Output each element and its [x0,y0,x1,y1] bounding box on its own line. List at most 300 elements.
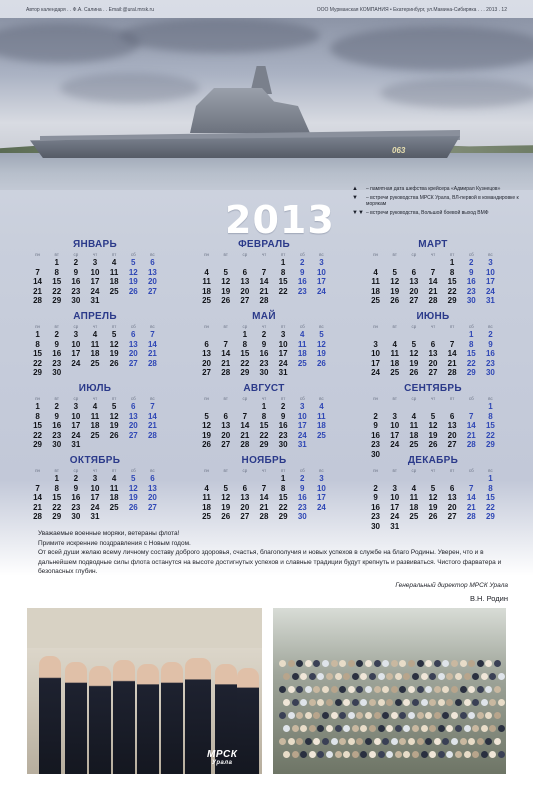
calendar-day: 10 [316,483,326,493]
calendar-day: 1 [280,474,286,483]
crowd-person [343,751,350,758]
weekday-header [197,251,331,258]
crowd-person [498,699,505,706]
week-row [197,359,331,369]
calendar-day: 18 [202,502,212,512]
crowd-person [335,673,342,680]
calendar-day [366,402,385,412]
calendar-day: 3 [280,330,286,339]
calendar-day: 8 [488,411,493,421]
crowd-person [339,712,346,719]
crowd-person [283,673,290,680]
crowd-person [296,712,303,719]
crowd-person [438,699,445,706]
calendar-day: 13 [147,483,157,493]
calendar-day: 9 [300,483,305,493]
weekday-label: ср [242,324,248,329]
calendar-day: 21 [447,358,457,368]
weekday-label: пт [449,324,455,329]
crowd-person [339,660,346,667]
calendar-day: 4 [111,258,117,267]
crowd-person [378,751,385,758]
calendar-day [385,330,404,340]
crowd-person [434,660,441,667]
calendar-day [143,296,162,306]
calendar-day: 17 [390,502,400,512]
weekday-label: вс [150,252,155,257]
calendar-day [385,474,404,484]
calendar-day: 13 [409,277,419,286]
calendar-day: 26 [202,440,212,449]
calendar-day: 30 [71,512,81,521]
calendar-day: 10 [90,267,100,277]
weekday-label: ср [411,324,417,329]
calendar-day [85,368,104,378]
week-row [197,440,331,450]
weekday-label: вт [223,468,228,473]
calendar-day: 25 [297,358,307,368]
calendar-day: 24 [316,286,326,296]
calendar-day: 12 [316,339,326,349]
weekday-header [197,467,331,474]
week-row [366,368,500,378]
calendar-day: 7 [150,402,155,411]
calendar-day: 25 [409,440,419,449]
calendar-day: 1 [280,258,286,267]
crowd-person [309,673,316,680]
crowd-person [391,686,398,693]
calendar-day: 15 [52,277,62,286]
calendar-day: 18 [90,421,100,430]
crowd-person [438,673,445,680]
weekday-header [28,395,162,402]
calendar-day: 17 [297,421,307,430]
calendar-day: 25 [109,502,119,512]
calendar-day: 2 [373,483,378,493]
calendar-day: 30 [297,512,307,521]
weekday-label: пт [280,396,286,401]
calendar-day: 11 [109,267,119,277]
weekday-label: ср [411,396,417,401]
calendar-day: 10 [316,267,326,277]
calendar-day: 7 [35,483,40,493]
weekday-label: пн [204,468,210,473]
weekday-label: вт [223,396,228,401]
calendar-day [443,402,462,412]
calendar-day: 3 [92,258,98,267]
crowd-person [305,738,312,745]
weekday-label: чт [430,468,436,473]
weekday-label: чт [261,468,267,473]
crowd-person [378,673,385,680]
crowd-person [365,712,372,719]
week-row [28,258,162,268]
calendar-day: 18 [90,349,100,358]
calendar-day [124,296,143,306]
calendar-day: 31 [278,368,288,377]
weekday-header [28,323,162,330]
calendar-day: 24 [71,430,81,440]
calendar-day: 8 [280,483,286,493]
calendar-day: 1 [242,330,248,339]
calendar-day: 26 [109,430,119,440]
crowd-person [446,699,453,706]
week-row [197,474,331,484]
calendar-day: 7 [223,339,228,349]
calendar-day: 19 [221,286,231,296]
calendar-day: 17 [485,277,495,286]
calendar-day: 26 [428,440,438,449]
calendar-day: 18 [409,430,419,440]
crowd-person [356,660,363,667]
crowd-person [296,738,303,745]
calendar-day: 26 [390,296,400,305]
legend-text: – встречи руководства МРСК Урала, ВЛ-первой в командировке к морякам [366,195,519,207]
calendar-day: 10 [71,339,81,349]
crowd-person [339,686,346,693]
crowd-person [356,738,363,745]
crowd-person [446,673,453,680]
calendar-day: 18 [109,493,119,502]
calendar-day: 26 [428,512,438,521]
calendar-day [216,258,235,268]
crowd-person [352,699,359,706]
calendar-day: 16 [278,421,288,430]
calendar-day: 6 [150,258,155,267]
calendar-day: 17 [316,493,326,502]
calendar-day: 22 [52,502,62,512]
weekday-label: пт [449,396,455,401]
crowd-person [442,712,449,719]
calendar-day: 16 [71,277,81,286]
calendar-day: 17 [71,421,81,430]
crowd-person [417,738,424,745]
week-row [28,503,162,513]
calendar-day: 11 [109,483,119,493]
calendar-day: 19 [428,430,438,440]
calendar-day: 16 [52,349,62,358]
calendar-day: 16 [371,502,381,512]
calendar-day: 5 [131,258,136,267]
weekday-label: ср [411,252,417,257]
crowd-person [489,751,496,758]
calendar-day: 13 [147,267,157,277]
crowd-person [313,660,320,667]
crowd-person [360,751,367,758]
crowd-person [494,738,501,745]
calendar-day: 7 [430,267,436,277]
calendar-day: 2 [73,258,79,267]
calendar-day: 21 [466,502,476,512]
calendar-day: 14 [221,349,231,358]
week-row [366,431,500,441]
month-block [366,238,500,310]
crowd-person [460,686,467,693]
calendar-day: 19 [202,430,212,440]
calendar-day [124,440,143,450]
calendar-day [443,474,462,484]
calendar-day [105,440,124,450]
calendar-day: 4 [300,330,305,339]
week-row [28,340,162,350]
triangle-down-icon: ▼ [352,195,358,201]
calendar-day [462,402,481,412]
crowd-person [283,751,290,758]
crowd-person [425,712,432,719]
calendar-day: 7 [150,330,155,339]
calendar-day: 29 [259,440,269,449]
weekday-label: пт [449,252,455,257]
crowd-person [468,712,475,719]
crowd-person [296,660,303,667]
calendar-day: 3 [73,330,79,339]
calendar-day: 23 [466,286,476,296]
calendar-day [423,330,442,340]
weekday-header [197,323,331,330]
calendar-day: 10 [90,483,100,493]
calendar-day: 4 [411,411,417,421]
calendar-day: 4 [204,267,209,277]
calendar-day: 12 [221,493,231,502]
crowd-person [417,686,424,693]
crowd-person [408,738,415,745]
calendar-day: 4 [92,402,98,411]
calendar-day: 11 [90,339,100,349]
calendar-day: 19 [109,421,119,430]
calendar-day: 2 [54,330,59,339]
week-row [28,287,162,297]
calendar-day [404,330,423,340]
calendar-day: 5 [111,330,117,339]
crowd-person [468,686,475,693]
weekday-label: вс [488,396,493,401]
calendar-day: 29 [52,512,62,521]
weekday-label: чт [261,252,267,257]
calendar-day: 14 [447,349,457,358]
calendar-day: 16 [297,493,307,502]
weekday-label: ср [73,468,79,473]
weekday-label: чт [92,324,98,329]
calendar-day [124,512,143,522]
weekday-label: пт [280,252,286,257]
weekday-label: вт [392,468,397,473]
crowd-person [300,751,307,758]
calendar-day: 1 [261,402,267,411]
calendar-day [197,474,216,484]
crowd-person [348,686,355,693]
crowd-person [309,751,316,758]
calendar-day: 30 [71,296,81,305]
crowd-person [481,673,488,680]
week-row [28,368,162,378]
calendar-day: 9 [469,267,474,277]
calendar-day: 6 [204,339,209,349]
calendar-day [312,296,331,306]
crowd-person [313,686,320,693]
calendar-day: 6 [449,411,455,421]
calendar-day: 1 [469,330,474,339]
calendar-day: 27 [447,440,457,449]
calendar-day: 6 [430,339,436,349]
crowd-person [292,725,299,732]
crowd-person [382,660,389,667]
crowd-person [399,712,406,719]
calendar-day: 13 [128,411,138,421]
calendar-day: 12 [390,277,400,286]
week-row [197,431,331,441]
crowd-person [386,673,393,680]
greeting-paragraph: От всей души желаю всему личному составу доброго здоровья, счастья, благополучия и новых успехов в службе на благо Родины. Уверен, что и в дальнейшем подводные силы флота останутся на высоте достигнутых успехов и славные традиции будут крепнуть и развиваться. Чистого фарватера и безопасных глубин. [38,549,502,575]
crowd-person [425,686,432,693]
calendar-day: 17 [71,349,81,358]
calendar-day: 14 [33,277,43,286]
month-block [28,310,162,382]
weekday-label: вс [488,252,493,257]
calendar-day [293,296,312,306]
calendar-day: 25 [371,296,381,305]
crowd-person [348,738,355,745]
crowd-person [472,673,479,680]
crowd-person [391,660,398,667]
page-header [0,0,533,18]
calendar-day: 23 [52,358,62,368]
calendar-day: 21 [240,430,250,440]
month-name: ИЮНЬ [416,311,450,322]
calendar-day [274,296,293,306]
calendar-day: 3 [300,402,305,411]
calendar-day: 7 [469,411,474,421]
weekday-label: чт [92,468,98,473]
calendar-day [105,512,124,522]
calendar-day: 31 [90,296,100,305]
weekday-label: чт [430,324,436,329]
crowd-person [446,751,453,758]
crowd-person [442,660,449,667]
calendar-day: 27 [428,368,438,377]
calendar-day: 6 [223,411,228,421]
calendar-day: 28 [221,368,231,377]
calendar-day: 2 [469,258,474,267]
crowd-person [425,660,432,667]
crowd-person [412,673,419,680]
calendar-day: 22 [278,286,288,296]
calendar-day: 28 [447,368,457,377]
week-row [366,512,500,522]
calendar-day: 9 [261,339,267,349]
calendar-day: 7 [261,267,267,277]
calendar-day: 21 [33,286,43,296]
month-name: ФЕВРАЛЬ [238,239,290,250]
calendar-day [423,402,442,412]
crowd-person [305,712,312,719]
week-row [366,340,500,350]
week-row [366,287,500,297]
week-row [366,412,500,422]
crowd-person [348,660,355,667]
calendar-day: 29 [466,368,476,377]
calendar-day: 24 [485,286,495,296]
calendar-day [254,474,273,484]
week-row [197,512,331,522]
weekday-label: вт [54,324,59,329]
calendar-day: 29 [33,368,43,377]
calendar-day: 27 [202,368,212,377]
crowd-person [455,673,462,680]
crowd-person [477,660,484,667]
crowd-person [305,686,312,693]
legend-text: – встречи руководства, Вольшой боевой выход ВМФ [366,210,489,216]
crowd-person [417,660,424,667]
month-name: СЕНТЯБРЬ [404,383,462,394]
calendar-day: 28 [33,296,43,305]
calendar-day: 13 [240,277,250,286]
calendar-day: 8 [54,267,59,277]
month-block [366,382,500,459]
crowd-person [403,725,410,732]
crowd-person [421,751,428,758]
crowd-person [438,751,445,758]
calendar-day: 30 [485,368,495,377]
week-row [197,349,331,359]
calendar-day: 11 [90,411,100,421]
crowd-person [335,725,342,732]
calendar-day: 20 [447,502,457,512]
calendar-day: 20 [409,286,419,296]
calendar-day: 12 [128,483,138,493]
weekday-label: чт [261,396,267,401]
crowd-person [382,686,389,693]
crowd-person [472,725,479,732]
weekday-label: сб [468,468,474,473]
crowd-person [288,738,295,745]
week-row [366,493,500,503]
crowd-person [326,673,333,680]
calendar-day: 25 [316,430,326,440]
crowd-person [322,686,329,693]
week-row [366,277,500,287]
calendar-day: 12 [221,277,231,286]
crowd-person [296,686,303,693]
crowd-person [369,673,376,680]
calendar-day [423,258,442,268]
calendar-day: 13 [202,349,212,358]
calendar-day: 9 [300,267,305,277]
calendar-day: 11 [317,411,326,421]
calendar-day: 28 [466,512,476,521]
crowd-person [429,699,436,706]
calendar-day [197,330,216,340]
calendar-day: 27 [409,296,419,305]
weekday-label: вс [319,252,324,257]
crowd-person [386,699,393,706]
week-row [197,421,331,431]
legend-item [352,195,522,207]
week-row [366,474,500,484]
crowd-person [399,738,406,745]
calendar-day: 4 [111,474,117,483]
calendar-day: 19 [221,502,231,512]
crowd-person [399,686,406,693]
calendar-day [216,474,235,484]
calendar-day: 27 [221,440,231,449]
calendar-day: 13 [428,349,438,358]
month-name: АВГУСТ [243,383,285,394]
crowd-person [317,751,324,758]
calendar-day: 14 [259,277,269,286]
aircraft-carrier-photo [0,18,533,190]
weekday-label: вт [54,396,59,401]
crowd-person [494,686,501,693]
